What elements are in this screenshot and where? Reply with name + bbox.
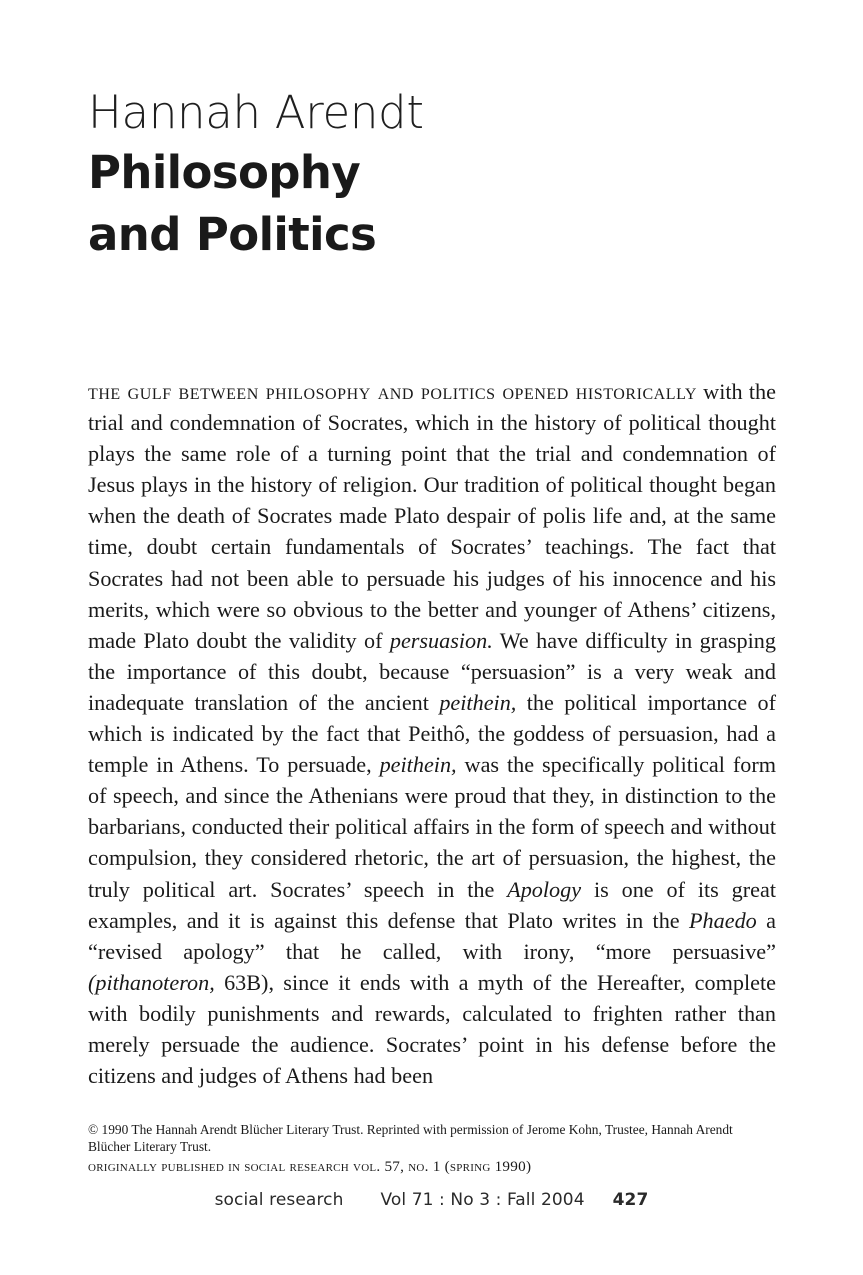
italic-run-3: peithein, xyxy=(439,689,517,715)
paragraph-lead-in: the gulf between philosophy and politics opened historically xyxy=(88,379,697,404)
footer-page-number: 427 xyxy=(612,1190,649,1210)
footer-journal-name: social research xyxy=(214,1190,344,1210)
page-footer xyxy=(0,1190,863,1210)
italic-run-9: Phaedo xyxy=(689,907,757,933)
body-column xyxy=(88,376,776,1091)
page-title-line-1: Philosophy xyxy=(88,146,361,199)
paragraph-body: with the trial and condemnation of Socrates, which in the history of political thought plays the same role of a turning point that the trial and condemnation of Jesus plays in the history of religion. Our tradition of political thought began when the death of Socrates made Plato despair of polis life and, at the same time, doubt certain fundamentals of Socrates’ teachings. The fact that Socrates had not been able to persuade his judges of his innocence and his merits, which were so obvious to the better and younger of Athens’ citizens, made Plato doubt the validity of persuasion. We have difficulty in grasping the importance of this doubt, because “persuasion” is a very weak and inadequate translation of the ancient peithein, the political importance of which is indicated by the fact that Peithô, the goddess of persuasion, had a temple in Athens. To persuade, peithein, was the specifically political form of speech, and since the Athenians were proud that they, in distinction to the barbarians, conducted their political affairs in the form of speech and without compulsion, they considered rhetoric, the art of persuasion, the highest, the truly political art. Socrates’ speech in the Apology is one of its great examples, and it is against this defense that Plato writes in the Phaedo a “revised apology” that he called, with irony, “more persuasive” (pithanoteron, 63B), since it ends with a myth of the Hereafter, complete with bodily punishments and rewards, calculated to frighten rather than merely persuade the audience. Socrates’ point in his defense before the citizens and judges of Athens had been xyxy=(88,379,776,1089)
page-title xyxy=(88,142,788,266)
copyright-note: © 1990 The Hannah Arendt Blücher Literary Trust. Reprinted with permission of Jerome Kohn, Trustee, Hannah Arendt Blücher Literary Trust. xyxy=(88,1122,733,1155)
italic-run-11: (pithanoteron, xyxy=(88,969,215,995)
footer-issue-info: Vol 71 : No 3 : Fall 2004 xyxy=(380,1190,585,1210)
italic-run-1: persuasion. xyxy=(389,627,493,653)
body-paragraph xyxy=(88,376,776,1091)
original-publication-note: originally published in social research vol. 57, no. 1 (spring 1990) xyxy=(88,1158,532,1176)
italic-run-7: Apology xyxy=(507,876,582,902)
title-block xyxy=(88,84,788,266)
page-title-line-2: and Politics xyxy=(88,208,377,261)
italic-run-5: peithein, xyxy=(379,752,457,778)
author-name: Hannah Arendt xyxy=(88,86,424,139)
credit-block xyxy=(88,1121,778,1176)
